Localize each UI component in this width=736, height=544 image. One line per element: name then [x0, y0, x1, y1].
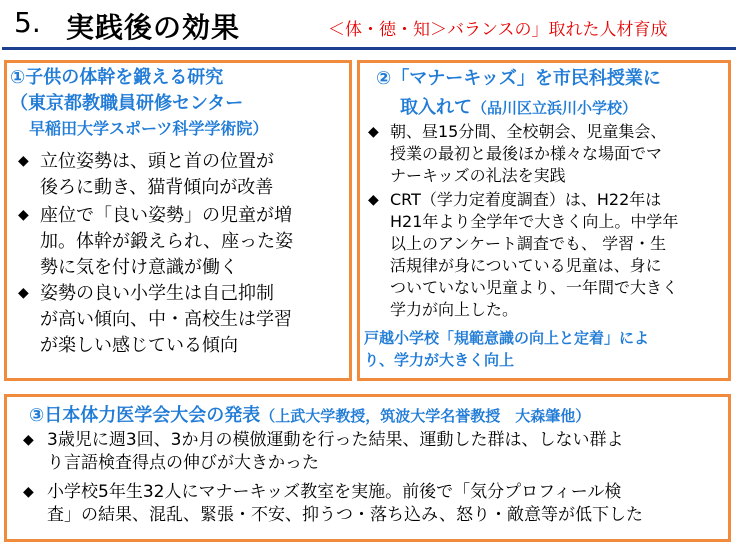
bullet-line: ナーキッズの礼法を実践	[390, 166, 566, 185]
bullet-line: 活規律が身についている児童は、身に	[390, 256, 662, 275]
black-diamond-icon: ◆	[368, 192, 379, 208]
box2-heading-line2	[400, 93, 637, 119]
box2-heading-school: （品川区立浜川小学校）	[472, 99, 638, 117]
box2-heading-line1: ②「マナーキッズ」を市民科授業に	[376, 68, 661, 89]
box1-source-line1: （東京都教職員研修センター	[10, 93, 244, 114]
section-number: 5.	[14, 6, 41, 39]
bullet-line: が高い傾向、中・高校生は学習	[40, 309, 292, 330]
box2-note-line1: 戸越小学校「規範意識の向上と定着」によ	[364, 329, 650, 347]
box2-note	[364, 327, 649, 371]
page-title: 実践後の効果	[66, 11, 241, 44]
research-box-1	[4, 60, 352, 381]
box2-heading-line2-main: 取入れて	[400, 97, 472, 118]
black-diamond-icon: ◆	[18, 285, 29, 301]
page-subtitle: ＜体・徳・知＞バランスの」取れた人材育成	[328, 20, 668, 40]
research-box-2	[357, 60, 731, 381]
bullet-line: 小学校5年生32人にマナーキッズ教室を実施。前後で「気分プロフィール検	[47, 482, 622, 502]
bullet-line: 以上のアンケート調査でも、 学習・生	[390, 234, 667, 253]
bullet-line: 加。体幹が鍛えられ、座った姿	[40, 231, 294, 252]
box3-heading-source: （上武大学教授，筑波大学名誉教授 大森肇他）	[260, 407, 591, 425]
bullet-line: 査」の結果、混乱、緊張・不安、抑うつ・落ち込み、怒り・敵意等が低下した	[47, 505, 644, 525]
bullet-line: 後ろに動き、猫背傾向が改善	[40, 177, 274, 198]
black-diamond-icon: ◆	[18, 153, 29, 169]
black-diamond-icon: ◆	[368, 124, 379, 140]
box2-note-line2: り、学力が大きく向上	[364, 351, 515, 369]
bullet-line: 姿勢の良い小学生は自己抑制	[40, 283, 274, 304]
bullet-line: 座位で「良い姿勢」の児童が増	[40, 205, 292, 226]
research-box-3	[4, 394, 731, 542]
bullet-line: 授業の最初と最後ほか様々な場面でマ	[390, 144, 663, 163]
box3-heading-row	[29, 401, 590, 427]
box3-heading: ③日本体力医学会大会の発表	[29, 405, 261, 426]
bullet-line: 朝、昼15分間、全校朝会、児童集会、	[390, 122, 667, 141]
box1-heading: ①子供の体幹を鍛える研究	[10, 67, 224, 88]
box1-source-line2: 早稲田大学スポーツ科学学術院）	[29, 119, 269, 138]
bullet-line: 立位姿勢は、頭と首の位置が	[40, 151, 274, 172]
bullet-line: り言語検査得点の伸びが大きかった	[47, 453, 319, 473]
black-diamond-icon: ◆	[23, 432, 34, 448]
bullet-line: 学力が向上した。	[390, 300, 519, 319]
bullet-line: 3歳児に週3回、3か月の模倣運動を行った結果、運動した群は、しない群よ	[47, 430, 624, 450]
bullet-line: H21年より全学年で大きく向上。中学年	[390, 212, 679, 231]
black-diamond-icon: ◆	[18, 207, 29, 223]
bullet-line: 勢に気を付け意識が働く	[40, 257, 238, 278]
bullet-line: ついていない児童より、一年間で大きく	[390, 278, 679, 297]
bullet-line: CRT（学力定着度調査）は、H22年は	[390, 190, 662, 209]
title-divider	[2, 47, 736, 50]
bullet-line: が楽しい感じている傾向	[40, 335, 238, 356]
black-diamond-icon: ◆	[23, 484, 34, 500]
